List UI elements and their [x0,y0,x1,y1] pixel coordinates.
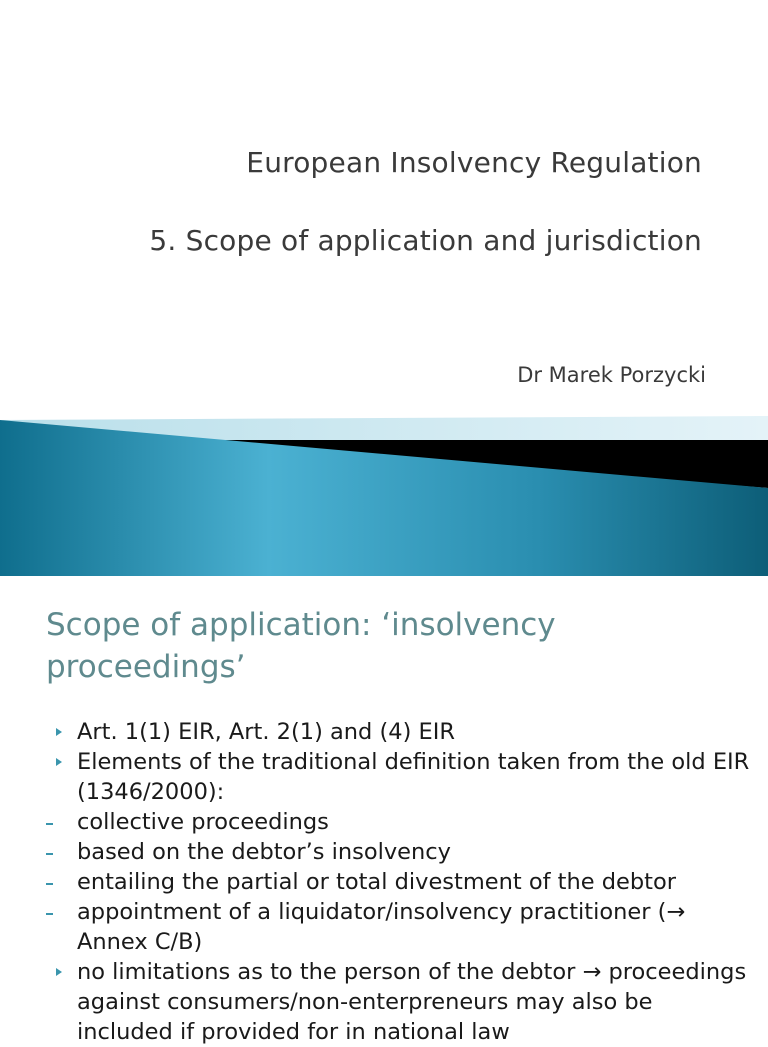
slide-heading: Scope of application: ‘insolvency proceedings’ [46,607,556,685]
list-item [50,717,750,747]
triangle-bullet-icon [50,747,70,777]
dash-bullet-icon [46,867,66,897]
bullet-list [50,717,750,1047]
list-item [50,807,750,837]
list-item-text: Art. 1(1) EIR, Art. 2(1) and (4) EIR [77,719,455,745]
presentation-title: European Insolvency Regulation [246,146,702,179]
list-item [50,897,750,957]
author-name: Dr Marek Porzycki [517,363,706,387]
dash-bullet-icon [46,807,66,837]
triangle-bullet-icon [50,957,70,987]
triangle-bullet-icon [50,717,70,747]
list-item-text: Elements of the traditional definition taken from the old EIR (1346/2000): [77,749,750,805]
list-item-text: no limitations as to the person of the debtor → proceedings against consumers/non-enterpreneurs may also be included if provided for in national law [77,959,747,1045]
content-slide [0,576,768,1045]
dash-bullet-icon [46,837,66,867]
list-item-text: appointment of a liquidator/insolvency practitioner (→ Annex C/B) [77,899,686,955]
list-item [50,747,750,807]
list-item-text: based on the debtor’s insolvency [77,839,451,865]
list-item [50,867,750,897]
list-item [50,957,750,1047]
list-item [50,837,750,867]
dash-bullet-icon [46,897,66,927]
list-item-text: collective proceedings [77,809,329,835]
list-item-text: entailing the partial or total divestment of the debtor [77,869,676,895]
presentation-subtitle: 5. Scope of application and jurisdiction [149,224,702,257]
